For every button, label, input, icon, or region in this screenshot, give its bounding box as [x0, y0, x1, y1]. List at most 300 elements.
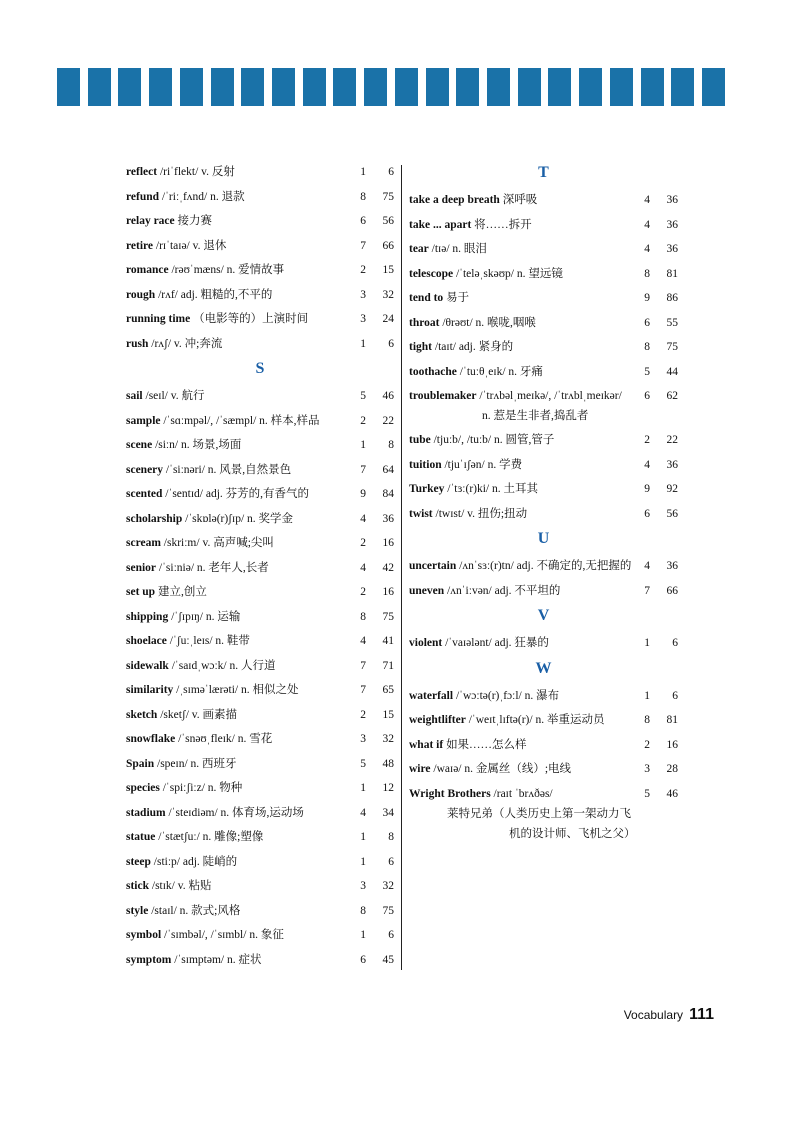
definition: /ˈsɪmptəm/ n. 症状	[174, 953, 262, 966]
vocabulary-column-right	[409, 160, 678, 848]
definition: /sketʃ/ v. 画素描	[160, 708, 238, 721]
headword: sketch	[126, 708, 158, 721]
unit-number: 8	[644, 267, 650, 280]
section-letter: W	[535, 659, 552, 677]
headword: running time	[126, 313, 191, 325]
definition: 将……拆开	[474, 218, 532, 231]
page-reference: 12	[382, 782, 394, 794]
headword: steep	[126, 855, 151, 868]
headword: senior	[126, 561, 157, 574]
unit-number: 4	[360, 806, 366, 819]
vocab-entry	[126, 899, 394, 924]
headword: troublemaker	[409, 390, 477, 402]
unit-number: 5	[360, 390, 366, 402]
headword: species	[126, 782, 160, 794]
unit-number: 7	[360, 684, 366, 696]
headword: rough	[126, 288, 156, 301]
headword: uneven	[409, 584, 445, 597]
headword: reflect	[126, 166, 158, 178]
unit-number: 1	[360, 166, 366, 178]
vocab-entry	[409, 311, 678, 336]
header-block	[241, 68, 264, 106]
unit-number: 2	[360, 414, 366, 427]
header-decoration	[57, 68, 725, 106]
header-block	[303, 68, 326, 106]
vocab-entry	[126, 185, 394, 210]
headword: twist	[409, 507, 433, 520]
page-reference: 16	[666, 738, 678, 751]
vocab-entry	[126, 629, 394, 654]
page-reference: 55	[666, 316, 678, 329]
entry-text	[126, 654, 276, 679]
unit-number: 6	[644, 390, 650, 402]
definition: /ˈsaɪdˌwɔːk/ n. 人行道	[171, 659, 276, 672]
definition: /ˈsiːniə/ n. 老年人,长者	[158, 561, 269, 574]
headword: waterfall	[409, 689, 454, 702]
entry-text	[126, 234, 226, 259]
page-reference: 36	[666, 560, 678, 572]
headword: set up	[126, 586, 156, 598]
definition: /tɪə/ n. 眼泪	[431, 243, 487, 255]
unit-number: 1	[360, 929, 366, 941]
header-block	[149, 68, 172, 106]
header-block	[272, 68, 295, 106]
header-block	[364, 68, 387, 106]
page-footer	[624, 1006, 714, 1024]
page-reference: 6	[388, 166, 394, 178]
unit-number: 1	[644, 689, 650, 702]
page-reference: 24	[382, 313, 394, 325]
unit-number: 6	[644, 316, 650, 329]
unit-number: 1	[360, 782, 366, 794]
entry-text	[126, 580, 207, 605]
definition: /twɪst/ v. 扭伤;扭动	[435, 507, 528, 520]
vocabulary-column-left	[126, 160, 394, 972]
vocab-entry	[409, 733, 678, 758]
unit-number: 5	[644, 365, 650, 378]
definition: /ˈwɔːtə(r)ˌfɔːl/ n. 瀑布	[455, 689, 560, 702]
page-reference: 6	[388, 929, 394, 941]
entry-text	[409, 188, 537, 213]
headword: tear	[409, 243, 429, 255]
page-reference: 81	[666, 714, 678, 726]
unit-number: 3	[644, 763, 650, 775]
unit-number: 1	[360, 337, 366, 350]
vocab-entry	[126, 258, 394, 283]
page-reference: 36	[382, 512, 394, 525]
definition: /ˈʃuːˌleɪs/ n. 鞋带	[169, 635, 250, 647]
unit-number: 9	[644, 292, 650, 304]
page-reference: 36	[666, 218, 678, 231]
page-reference: 42	[382, 561, 394, 574]
definition: /ˈtuːθˌeɪk/ n. 牙痛	[459, 365, 543, 378]
headword: statue	[126, 831, 156, 843]
page-reference: 16	[382, 586, 394, 598]
unit-number: 8	[360, 904, 366, 917]
page-reference: 8	[388, 831, 394, 843]
page-reference: 8	[388, 439, 394, 451]
vocab-entry	[409, 757, 678, 782]
page-reference: 66	[382, 239, 394, 252]
headword: refund	[126, 190, 160, 203]
page-reference: 71	[382, 659, 394, 672]
definition: 易于	[446, 292, 470, 304]
definition: /speɪn/ n. 西班牙	[157, 757, 237, 770]
headword: throat	[409, 316, 440, 329]
vocab-entry	[409, 360, 678, 385]
definition: /ˈspiːʃiːz/ n. 物种	[162, 782, 243, 794]
entry-text	[126, 209, 212, 234]
entry-text	[126, 482, 309, 507]
definition: /ˈvaɪələnt/ adj. 狂暴的	[445, 637, 549, 649]
entry-text	[409, 428, 554, 453]
vocab-entry	[126, 531, 394, 556]
vocab-entry	[126, 234, 394, 259]
headword: Wright Brothers	[409, 787, 491, 800]
headword: tight	[409, 341, 432, 353]
unit-number: 4	[360, 635, 366, 647]
unit-number: 4	[360, 512, 366, 525]
headword: scholarship	[126, 512, 183, 525]
entry-text	[126, 409, 320, 434]
headword: snowflake	[126, 733, 176, 745]
entry-text	[126, 801, 304, 826]
headword: tube	[409, 434, 431, 446]
definition: /seɪl/ v. 航行	[145, 390, 205, 402]
definition: /ˈsiːnəri/ n. 风景,自然景色	[165, 463, 292, 476]
vocab-entry	[126, 654, 394, 679]
page-reference: 81	[666, 267, 678, 280]
page-reference: 36	[666, 194, 678, 206]
page-reference: 32	[382, 288, 394, 301]
headword: Turkey	[409, 483, 445, 495]
unit-number: 7	[360, 463, 366, 476]
unit-number: 7	[360, 239, 366, 252]
page-reference: 28	[666, 763, 678, 775]
headword: style	[126, 904, 149, 917]
headword: similarity	[126, 684, 174, 696]
vocab-entry	[126, 283, 394, 308]
vocab-entry	[409, 384, 678, 428]
vocab-entry	[126, 458, 394, 483]
page-reference: 44	[666, 365, 678, 378]
definition: /ˈsɪmbəl/, /ˈsɪmbl/ n. 象征	[164, 929, 284, 941]
definition: /ʌnˈiːvən/ adj. 不平坦的	[447, 584, 561, 597]
entry-text	[126, 556, 269, 581]
unit-number: 2	[360, 708, 366, 721]
page-reference: 66	[666, 584, 678, 597]
header-block	[57, 68, 80, 106]
vocab-entry	[126, 678, 394, 703]
unit-number: 4	[644, 218, 650, 231]
section-letter: V	[537, 607, 550, 624]
vocab-entry	[126, 703, 394, 728]
definition: /ˈsteɪdiəm/ n. 体育场,运动场	[168, 806, 304, 819]
unit-number: 8	[360, 190, 366, 203]
section-letter: T	[538, 164, 549, 181]
vocab-entry	[409, 631, 678, 656]
definition: /stiːp/ adj. 陡峭的	[153, 855, 238, 868]
unit-number: 4	[644, 243, 650, 255]
definition: /skriːm/ v. 高声喊;尖叫	[163, 537, 274, 549]
unit-number: 8	[644, 341, 650, 353]
vocab-entry	[409, 782, 678, 848]
unit-number: 3	[360, 880, 366, 892]
unit-number: 9	[360, 488, 366, 500]
unit-number: 3	[360, 288, 366, 301]
vocab-entry	[409, 213, 678, 238]
definition: /stɪk/ v. 粘贴	[151, 880, 212, 892]
definition-continued: 莱特兄弟（人类历史上第一架动力飞	[447, 807, 631, 820]
entry-text	[126, 507, 293, 532]
unit-number: 3	[360, 733, 366, 745]
headword: what if	[409, 738, 444, 751]
definition: /ʌnˈsɜː(r)tn/ adj. 不确定的,无把握的	[459, 560, 632, 572]
vocab-entry	[409, 477, 678, 502]
entry-text	[409, 757, 571, 782]
page-reference: 46	[382, 390, 394, 402]
vocab-entry	[409, 708, 678, 733]
vocab-entry	[126, 384, 394, 409]
page-reference: 86	[666, 292, 678, 304]
headword: violent	[409, 637, 443, 649]
definition: /ˈsnəʊˌfleɪk/ n. 雪花	[178, 733, 273, 745]
entry-text	[409, 477, 538, 502]
unit-number: 1	[360, 439, 366, 451]
vocab-entry	[409, 188, 678, 213]
header-block	[487, 68, 510, 106]
page-reference: 92	[666, 483, 678, 495]
unit-number: 2	[360, 264, 366, 276]
headword: wire	[409, 763, 431, 775]
entry-text	[409, 708, 604, 733]
page-reference: 36	[666, 243, 678, 255]
headword: symbol	[126, 929, 162, 941]
definition: /siːn/ n. 场景,场面	[155, 439, 242, 451]
entry-text	[126, 531, 274, 556]
definition: /tjuːb/, /tuːb/ n. 圆管,管子	[433, 434, 555, 446]
vocab-entry	[126, 948, 394, 973]
headword: rush	[126, 337, 149, 350]
page-reference: 6	[672, 689, 678, 702]
entry-text	[409, 579, 560, 604]
page-reference: 15	[382, 264, 394, 276]
header-block	[610, 68, 633, 106]
definition: /rəʊˈmæns/ n. 爱情故事	[171, 264, 285, 276]
definition: /staɪl/ n. 款式;风格	[151, 904, 241, 917]
headword: scenery	[126, 463, 164, 476]
headword: shipping	[126, 610, 169, 623]
header-block	[579, 68, 602, 106]
header-block	[211, 68, 234, 106]
headword: romance	[126, 264, 169, 276]
definition: /ˌsɪməˈlærəti/ n. 相似之处	[176, 684, 299, 696]
header-block	[671, 68, 694, 106]
page-reference: 6	[388, 337, 394, 350]
definition: /ˈsentɪd/ adj. 芬芳的,有香气的	[165, 488, 310, 500]
definition-continued: 机的设计师、飞机之父）	[509, 827, 636, 840]
headword: sample	[126, 414, 161, 427]
page-reference: 36	[666, 458, 678, 471]
entry-text	[409, 733, 527, 758]
vocab-entry	[126, 556, 394, 581]
page-reference: 64	[382, 463, 394, 476]
vocab-entry	[409, 453, 678, 478]
definition: （电影等的）上演时间	[193, 313, 309, 325]
header-block	[395, 68, 418, 106]
headword: retire	[126, 239, 154, 252]
definition: 深呼吸	[502, 194, 538, 206]
page-reference: 65	[382, 684, 394, 696]
page-reference: 6	[672, 637, 678, 649]
definition: /ˈtɜː(r)ki/ n. 土耳其	[447, 483, 538, 495]
unit-number: 2	[644, 738, 650, 751]
vocab-entry	[409, 286, 678, 311]
unit-number: 5	[360, 757, 366, 770]
page-reference: 56	[666, 507, 678, 520]
vocab-entry	[409, 684, 678, 709]
vocab-entry	[126, 409, 394, 434]
entry-text	[409, 286, 469, 311]
entry-text	[409, 684, 559, 709]
headword: telescope	[409, 267, 454, 280]
headword: scream	[126, 537, 161, 549]
headword: take ... apart	[409, 218, 472, 231]
headword: shoelace	[126, 635, 167, 647]
definition: /ˈstætʃuː/ n. 雕像;塑像	[158, 831, 264, 843]
unit-number: 2	[360, 586, 366, 598]
entry-text	[126, 874, 212, 899]
headword: uncertain	[409, 560, 457, 572]
page-reference: 32	[382, 880, 394, 892]
definition: /ˈskɒlə(r)ʃɪp/ n. 奖学金	[185, 512, 294, 525]
unit-number: 6	[360, 953, 366, 966]
entry-text	[126, 703, 237, 728]
headword: sail	[126, 390, 143, 402]
definition: /rʌʃ/ v. 冲;奔流	[151, 337, 223, 350]
vocab-entry	[126, 482, 394, 507]
vocab-entry	[126, 923, 394, 948]
headword: toothache	[409, 365, 457, 378]
page-reference: 48	[382, 757, 394, 770]
unit-number: 7	[644, 584, 650, 597]
page-reference: 22	[666, 434, 678, 446]
entry-text	[409, 262, 563, 287]
page-reference: 34	[382, 806, 394, 819]
entry-text	[409, 311, 536, 336]
entry-text	[126, 776, 242, 801]
page-reference: 75	[382, 610, 394, 623]
vocab-entry	[126, 874, 394, 899]
headword: tuition	[409, 458, 442, 471]
headword: symptom	[126, 953, 172, 966]
definition: /rʌf/ adj. 粗糙的,不平的	[158, 288, 273, 301]
definition: 接力赛	[177, 215, 213, 227]
entry-text	[126, 948, 261, 973]
definition: /ˈsɑːmpəl/, /ˈsæmpl/ n. 样本,样品	[163, 414, 320, 427]
unit-number: 2	[360, 537, 366, 549]
vocab-entry	[126, 307, 394, 332]
definition: /ˈweɪtˌlɪftə(r)/ n. 举重运动员	[468, 714, 605, 726]
headword: tend to	[409, 292, 444, 304]
unit-number: 9	[644, 483, 650, 495]
entry-text	[126, 629, 250, 654]
headword: stadium	[126, 806, 166, 819]
definition: /tjuˈɪʃən/ n. 学费	[444, 458, 523, 471]
entry-text	[126, 678, 299, 703]
page-reference: 45	[382, 953, 394, 966]
unit-number: 4	[644, 458, 650, 471]
entry-text	[126, 283, 272, 308]
header-block	[456, 68, 479, 106]
unit-number: 5	[644, 787, 650, 800]
entry-text	[126, 332, 222, 357]
entry-text	[409, 453, 522, 478]
header-block	[180, 68, 203, 106]
definition: /taɪt/ adj. 紧身的	[434, 341, 514, 353]
unit-number: 6	[644, 507, 650, 520]
vocab-entry	[126, 433, 394, 458]
vocab-entry	[409, 237, 678, 262]
unit-number: 4	[644, 560, 650, 572]
entry-text	[126, 727, 272, 752]
definition: /ˈʃɪpɪŋ/ n. 运输	[171, 610, 241, 623]
vocab-entry	[409, 554, 678, 579]
entry-text	[409, 554, 631, 579]
unit-number: 8	[360, 610, 366, 623]
page-reference: 6	[388, 855, 394, 868]
unit-number: 1	[644, 637, 650, 649]
headword: relay race	[126, 215, 175, 227]
entry-text	[126, 752, 237, 777]
page-reference: 46	[666, 787, 678, 800]
definition: 如果……怎么样	[446, 738, 527, 751]
headword: Spain	[126, 757, 155, 770]
unit-number: 1	[360, 831, 366, 843]
header-block	[118, 68, 141, 106]
page-reference: 41	[382, 635, 394, 647]
vocab-entry	[126, 752, 394, 777]
headword: weightlifter	[409, 714, 466, 726]
page-reference: 56	[382, 215, 394, 227]
headword: sidewalk	[126, 659, 169, 672]
header-block	[88, 68, 111, 106]
definition-continued: n. 惹是生非者,捣乱者	[482, 410, 589, 422]
unit-number: 2	[644, 434, 650, 446]
entry-text	[409, 360, 543, 385]
definition: /waɪə/ n. 金属丝（线）;电线	[433, 763, 572, 775]
entry-text	[409, 631, 549, 656]
section-letter: S	[255, 360, 265, 377]
page-reference: 75	[382, 904, 394, 917]
vocab-entry	[126, 850, 394, 875]
vocab-entry	[126, 727, 394, 752]
headword: stick	[126, 880, 149, 892]
entry-text	[126, 899, 240, 924]
unit-number: 3	[360, 313, 366, 325]
unit-number: 1	[360, 855, 366, 868]
header-block	[702, 68, 725, 106]
entry-text	[126, 850, 237, 875]
entry-text	[126, 923, 284, 948]
page-reference: 16	[382, 537, 394, 549]
vocab-entry	[126, 801, 394, 826]
definition: /ˈtrʌbəlˌmeɪkə/, /ˈtrʌblˌmeɪkər/	[479, 390, 622, 402]
vocab-entry	[126, 507, 394, 532]
vocab-entry	[126, 160, 394, 185]
vocab-entry	[126, 605, 394, 630]
vocab-entry	[409, 428, 678, 453]
